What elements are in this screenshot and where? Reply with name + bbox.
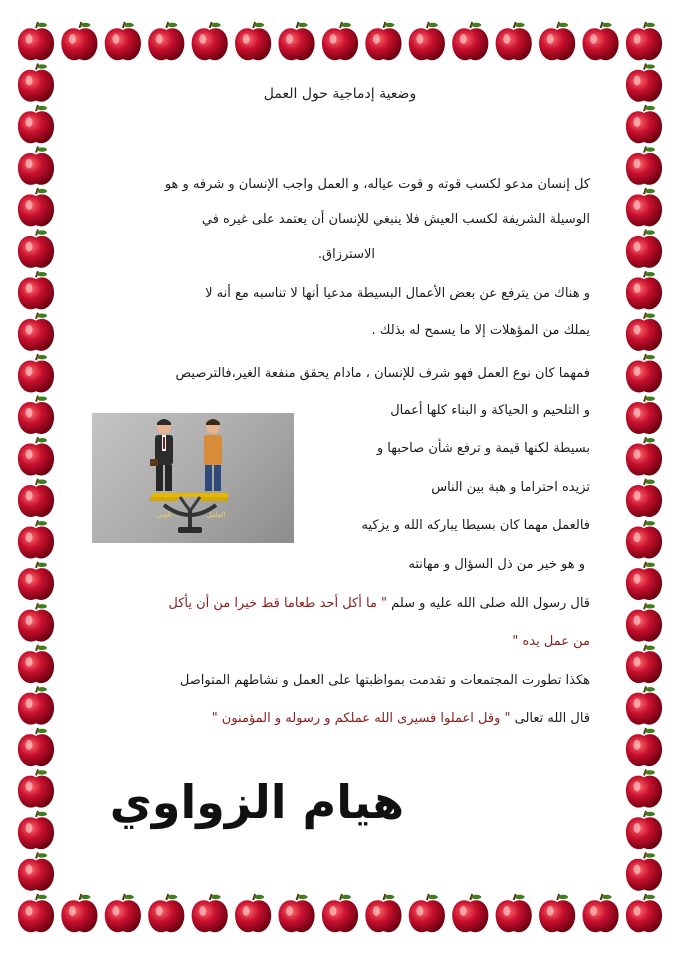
paragraph-line: كل إنسان مدعو لكسب قوته و قوت عياله، و العمل واجب الإنسان و شرفه و هو [164,177,590,192]
apple-icon [192,22,228,60]
apple-icon [626,811,662,849]
hadith-line [168,596,590,611]
paragraph-line: الاسترزاق. [317,247,375,262]
apple-icon [322,22,358,60]
apple-icon [626,313,662,351]
apple-icon [18,188,54,226]
balance-scale-illustration [92,413,294,543]
hadith-quote-cont: من عمل يده " [512,634,590,649]
apple-icon [496,894,532,932]
apple-icon [583,894,619,932]
apple-icon [626,645,662,683]
apple-icon [18,479,54,517]
paragraph-line: و هو خير من ذل السؤال و مهانته [408,557,585,572]
apple-icon [18,396,54,434]
apple-icon [148,22,184,60]
apple-icon [18,313,54,351]
apple-icon [18,769,54,807]
apple-icon [626,562,662,600]
label-worker: العامل [206,511,226,519]
apple-icon [626,271,662,309]
apple-icon [409,894,445,932]
apple-icon [18,230,54,268]
apple-icon [18,645,54,683]
apple-icon [235,894,271,932]
author-signature: هيام الزواوي [109,775,405,829]
apple-icon [626,147,662,185]
apple-icon [626,479,662,517]
apple-icon [365,894,401,932]
apple-icon [61,22,97,60]
apple-icon [626,686,662,724]
verse-line [212,711,590,726]
paragraph-line: الوسيلة الشريفة لكسب العيش فلا ينبغي للإنسان أن يعتمد على غيره في [201,212,590,227]
label-rich: الغني [156,511,172,519]
apple-icon [626,188,662,226]
apple-icon [279,894,315,932]
apple-icon [626,354,662,392]
apple-icon [626,728,662,766]
apple-icon [539,22,575,60]
apple-icon [279,22,315,60]
apple-icon [105,22,141,60]
apple-icon [626,64,662,102]
apple-icon [18,437,54,475]
apple-icon [235,22,271,60]
apple-icon [18,728,54,766]
apple-icon [583,22,619,60]
apple-icon [539,894,575,932]
businessman-figure [150,419,173,491]
apple-icon [148,894,184,932]
paragraph-line: و التلحيم و الحياكة و البناء كلها أعمال [390,403,590,418]
paragraph-line: و هناك من يترفع عن بعض الأعمال البسيطة مدعيا أنها لا تناسبه مع أنه لا [205,286,590,301]
paragraph-line: يملك من المؤهلات إلا ما يسمح له بذلك . [371,323,590,338]
verse-quote: " وقل اعملوا فسيرى الله عملكم و رسوله و المؤمنون " [211,711,511,726]
paragraph-line: فمهما كان نوع العمل فهو شرف للإنسان ، مادام يحقق منفعة الغير،فالترصيص [175,366,590,381]
apple-icon [626,396,662,434]
worker-figure [204,419,222,491]
apple-icon [626,894,662,932]
paragraph-line: بسيطة لكنها قيمة و ترفع شأن صاحبها و [376,441,590,456]
apple-icon [626,437,662,475]
paragraph-line: فالعمل مهما كان بسيطا يباركه الله و يزكيه [361,518,590,533]
apple-icon [18,105,54,143]
hadith-intro: قال رسول الله صلى الله عليه و سلم [387,596,590,611]
apple-icon [18,271,54,309]
apple-icon [409,22,445,60]
page-title: وضعية إدماجية حول العمل [263,86,417,102]
apple-icon [626,22,662,60]
apple-icon [626,520,662,558]
apple-icon [18,562,54,600]
apple-icon [626,769,662,807]
apple-icon [18,354,54,392]
apple-icon [18,22,54,60]
apple-icon [18,852,54,890]
apple-icon [626,230,662,268]
apple-icon [452,22,488,60]
apple-icon [192,894,228,932]
apple-icon [626,603,662,641]
apple-icon [365,22,401,60]
apple-icon [18,894,54,932]
apple-icon [322,894,358,932]
apple-icon [105,894,141,932]
conclusion-line: هكذا تطورت المجتمعات و تقدمت بمواظبتها على العمل و نشاطهم المتواصل [179,673,590,688]
apple-icon [452,894,488,932]
hadith-quote: " ما أكل أحد طعاما قط خيرا من أن يأكل [168,596,388,611]
verse-intro: قال الله تعالى [510,711,590,726]
apple-icon [18,686,54,724]
apple-icon [18,520,54,558]
apple-icon [626,852,662,890]
apple-icon [18,147,54,185]
apple-icon [18,603,54,641]
apple-icon [626,105,662,143]
apple-icon [496,22,532,60]
apple-icon [18,64,54,102]
apple-icon [61,894,97,932]
apple-icon [18,811,54,849]
paragraph-line: تزيده احتراما و هبة بين الناس [431,480,590,495]
